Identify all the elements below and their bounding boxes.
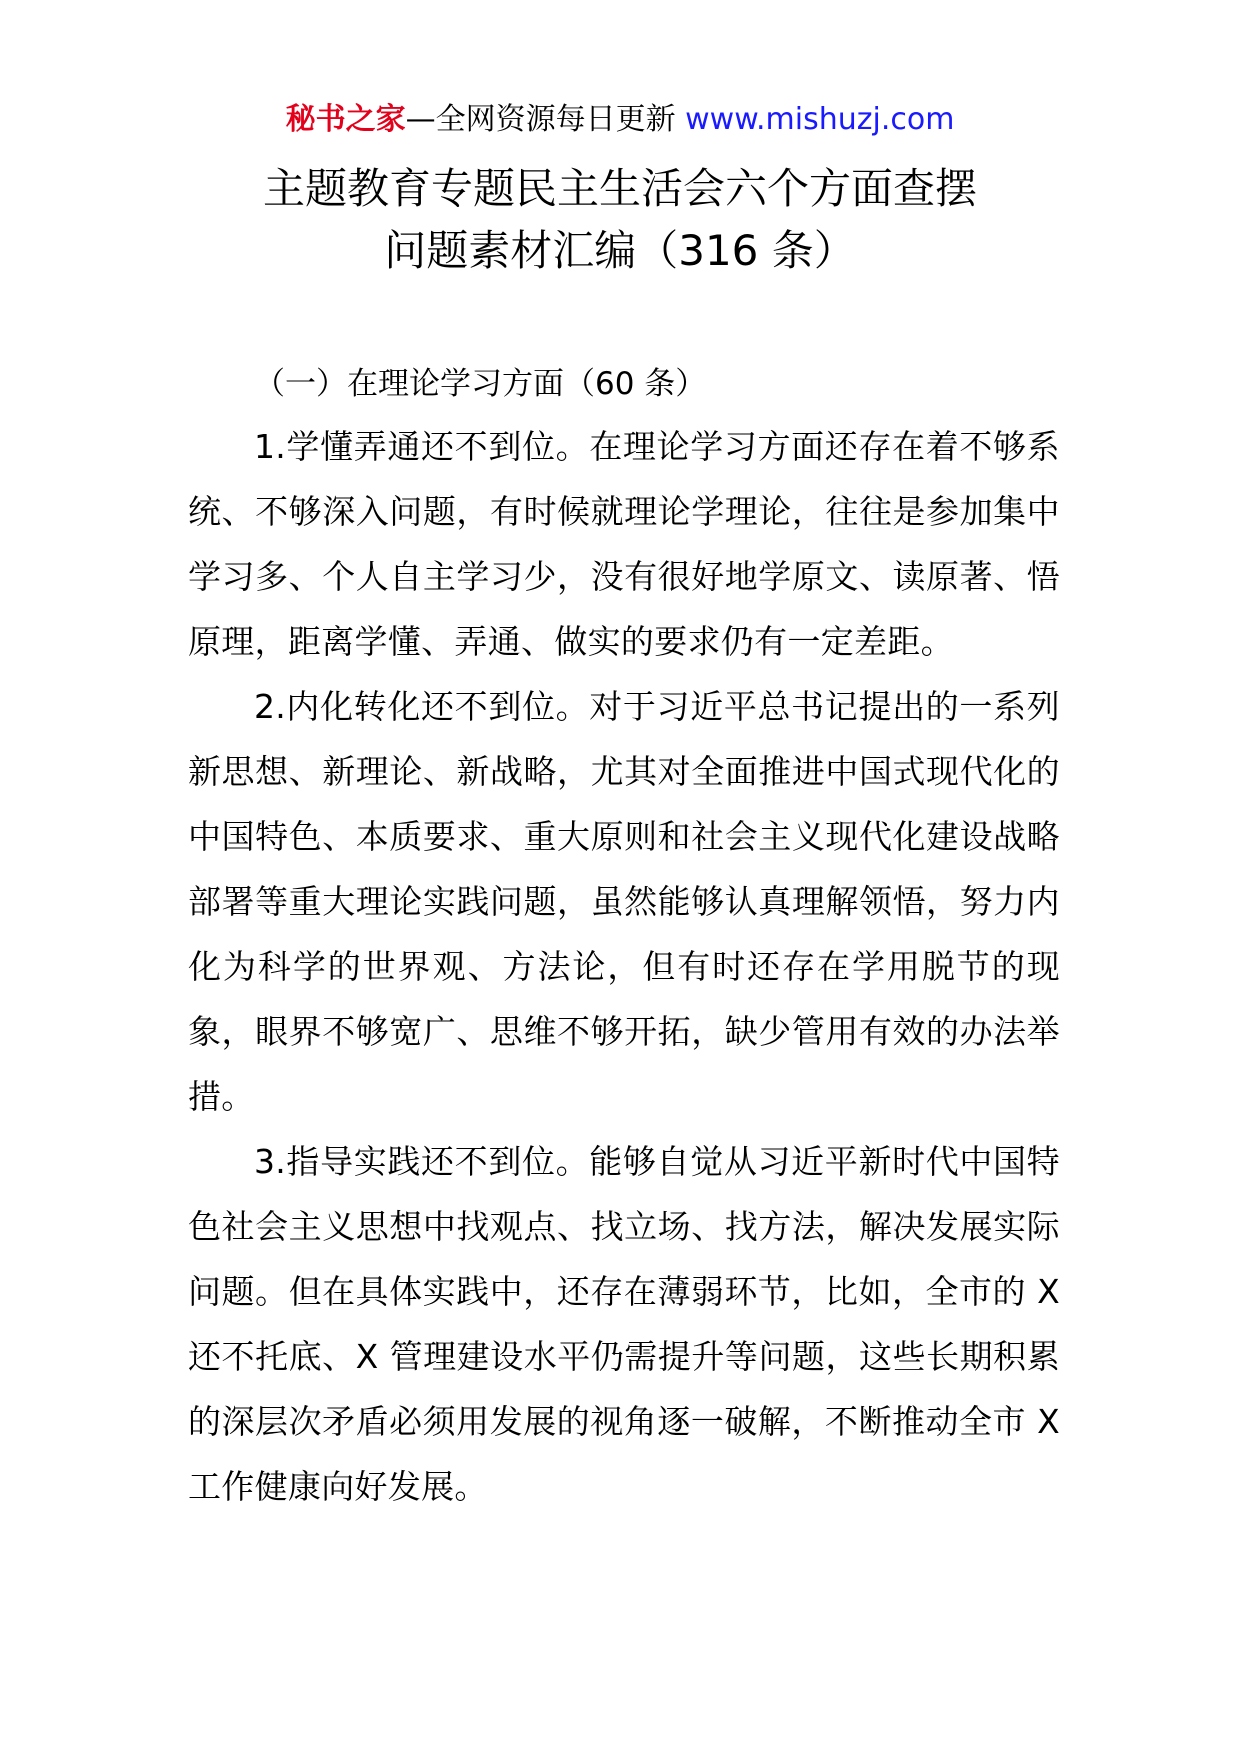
title-line-1: 主题教育专题民主生活会六个方面查摆 [262,164,977,213]
paragraph-3: 3.指导实践还不到位。能够自觉从习近平新时代中国特色社会主义思想中找观点、找立场、找方法，解决发展实际问题。但在具体实践中，还存在薄弱环节，比如，全市的 X 还不托底、X 管理建设水平仍需提升等问题，这些长期积累的深层次矛盾必须用发展的视角逐一破解，不断推动全市 X 工作健康向好发展。 [188,1142,1060,1506]
title-line-2: 问题素材汇编（316 条） [384,226,856,275]
document-title [0,158,1240,282]
paragraph-2: 2.内化转化还不到位。对于习近平总书记提出的一系列新思想、新理论、新战略，尤其对全面推进中国式现代化的中国特色、本质要求、重大原则和社会主义现代化建设战略部署等重大理论实践问题，虽然能够认真理解领悟，努力内化为科学的世界观、方法论，但有时还存在学用脱节的现象，眼界不够宽广、思维不够开拓，缺少管用有效的办法举措。 [188,687,1060,1116]
section-heading: （一）在理论学习方面（60 条） [254,366,707,402]
header-slogan: —全网资源每日更新 [405,102,676,137]
brand-name: 秘书之家 [285,102,406,137]
site-url-link[interactable]: www.mishuzj.com [685,102,955,137]
paragraph-1: 1.学懂弄通还不到位。在理论学习方面还存在着不够系统、不够深入问题，有时候就理论学理论，往往是参加集中学习多、个人自主学习少，没有很好地学原文、读原著、悟原理，距离学懂、弄通、做实的要求仍有一定差距。 [188,427,1060,661]
document-body [188,358,1060,1519]
site-header [0,98,1240,142]
